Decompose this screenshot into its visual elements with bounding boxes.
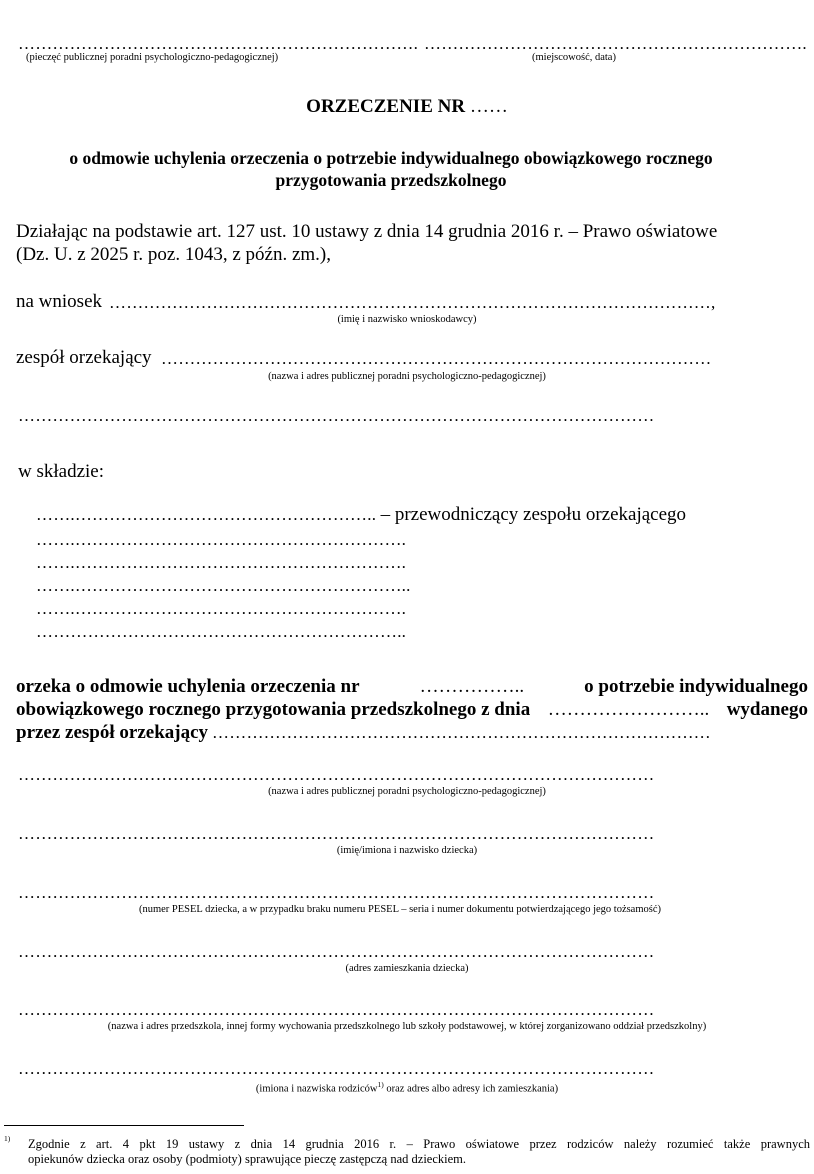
field-dots: …………………………………………………………………………………………………	[18, 1059, 655, 1078]
stamp-dots: …………………………………………………………….	[18, 34, 419, 53]
footnote-line2: opiekunów dziecka oraz osoby (podmioty) sprawujące pieczę zastępczą nad dzieckiem.	[28, 1152, 467, 1166]
field-caption-parents: (imiona i nazwiska rodziców$^{1)}$ oraz adres albo adresy ich zamieszkania)	[255, 1080, 559, 1095]
chair-role: – przewodniczący zespołu orzekającego	[380, 504, 687, 525]
chair-line	[36, 504, 686, 526]
member-dots: ………………………………………………………..	[36, 622, 407, 641]
ruling-text: przez zespół orzekający	[16, 722, 209, 743]
ruling-number-dots: ……………..	[419, 676, 525, 697]
ruling-text: obowiązkowego rocznego przygotowania przedszkolnego z dnia	[16, 699, 531, 720]
chair-dots: …….……………………………………………..	[36, 505, 381, 524]
field-caption-address: (adres zamieszkania dziecka)	[345, 963, 469, 974]
footnote-marker: 1)	[4, 1134, 11, 1143]
field-dots: …………………………………………………………………………………………………	[18, 942, 655, 961]
ruling-text: orzeka o odmowie uchylenia orzeczenia nr	[16, 676, 360, 697]
field-caption-child-name: (imię/imiona i nazwisko dziecka)	[336, 845, 478, 856]
title-main: ORZECZENIE NR	[306, 96, 466, 117]
ruling-team-dots: ……………………………………………………………………………	[212, 723, 711, 742]
field-caption-pesel: (numer PESEL dziecka, a w przypadku braku numeru PESEL – seria i numer dokumentu potwierdzającego jego tożsamość)	[138, 904, 662, 915]
field-dots: …………………………………………………………………………………………………	[18, 765, 655, 784]
team-caption: (nazwa i adres publicznej poradni psychologiczno-pedagogicznej)	[268, 371, 546, 382]
title-number-dots: ……	[469, 96, 508, 117]
field-dots: …………………………………………………………………………………………………	[18, 824, 655, 843]
footnote-divider	[4, 1125, 244, 1126]
subtitle-line1: o odmowie uchylenia orzeczenia o potrzebie indywidualnego obowiązkowego rocznego	[69, 148, 713, 168]
request-dots: ……………………………………………………………………………………………,	[109, 293, 716, 312]
ruling-line1	[16, 676, 808, 698]
field-dots: …………………………………………………………………………………………………	[18, 883, 655, 902]
legal-basis-line1: Działając na podstawie art. 127 ust. 10 ustawy z dnia 14 grudnia 2016 r. – Prawo oświatowe	[16, 221, 718, 242]
page-title	[0, 96, 814, 118]
place-date-label: (miejscowość, data)	[532, 52, 616, 63]
request-caption: (imię i nazwisko wnioskodawcy)	[337, 314, 477, 325]
subtitle-line2: przygotowania przedszkolnego	[275, 170, 507, 190]
stamp-label: (pieczęć publicznej poradni psychologiczno-pedagogicznej)	[26, 52, 279, 63]
member-dots: …….………………………………………………….	[36, 553, 407, 572]
team-label: zespół orzekający	[16, 347, 152, 368]
ruling-line3	[16, 722, 711, 744]
field-dots: …………………………………………………………………………………………………	[18, 1000, 655, 1019]
field-caption-school: (nazwa i adres przedszkola, innej formy wychowania przedszkolnego lub szkoły podstawowej, w której zorganizowano oddział przedszkolny)	[107, 1021, 707, 1032]
team-dots: ……………………………………………………………………………………	[161, 349, 712, 368]
field-caption-clinic: (nazwa i adres publicznej poradni psychologiczno-pedagogicznej)	[268, 786, 546, 797]
footnote-line1: Zgodnie z art. 4 pkt 19 ustawy z dnia 14 grudnia 2016 r. – Prawo oświatowe przez rodziców należy rozumieć także prawnych	[28, 1137, 810, 1151]
ruling-text: wydanego	[726, 699, 808, 720]
composition-label: w składzie:	[18, 461, 105, 482]
legal-basis-line2: (Dz. U. z 2025 r. poz. 1043, z późn. zm.),	[16, 244, 332, 265]
ruling-text: o potrzebie indywidualnego	[584, 676, 808, 697]
request-label: na wniosek	[16, 291, 103, 312]
member-dots: …….…………………………………………………..	[36, 576, 411, 595]
ruling-date-dots: ……………………..	[547, 699, 710, 720]
ruling-line2	[16, 699, 808, 721]
member-dots: …….………………………………………………….	[36, 599, 407, 618]
place-date-dots: ………………………………………………………….	[424, 34, 807, 53]
team-dots-line2: …………………………………………………………………………………………………	[18, 406, 655, 425]
member-dots: …….………………………………………………….	[36, 530, 407, 549]
